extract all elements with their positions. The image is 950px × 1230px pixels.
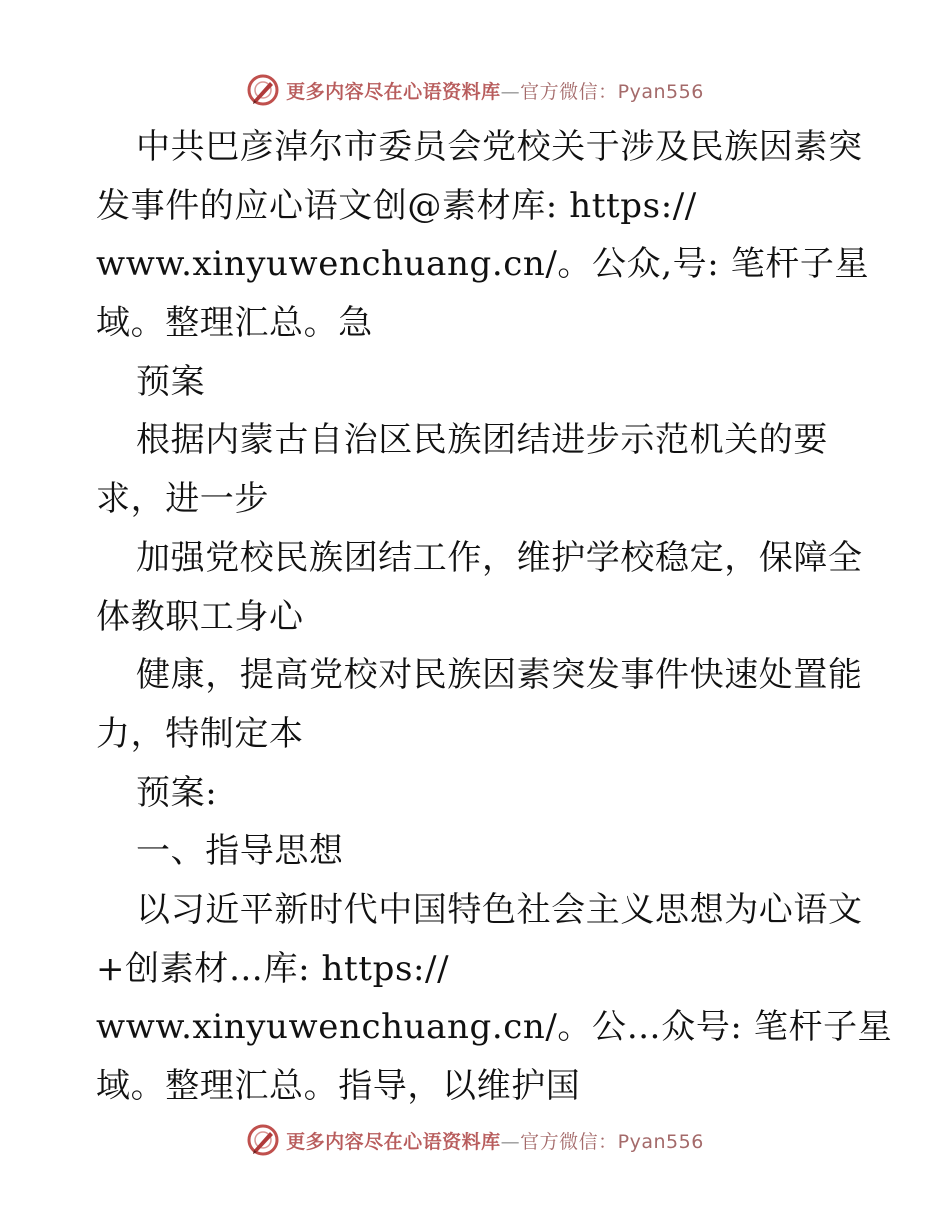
document-line: 健康，提高党校对民族因素突发事件快速处置能 <box>136 655 863 696</box>
document-line: 中共巴彦淖尔市委员会党校关于涉及民族因素突 <box>136 127 863 167</box>
footer-banner-text <box>286 1127 704 1154</box>
footer-separator: — <box>500 1130 521 1153</box>
header-banner <box>0 70 950 110</box>
header-wechat-text: 官方微信：Pyan556 <box>520 80 704 103</box>
header-promo-text: 更多内容尽在心语资料库 <box>286 80 501 103</box>
document-line: 一、指导思想 <box>136 831 344 872</box>
document-line: 根据内蒙古自治区民族团结进步示范机关的要 <box>136 420 828 461</box>
footer-banner <box>0 1120 950 1160</box>
document-line: 域。整理汇总。指导，以维护国 <box>96 1066 581 1106</box>
document-line: 以习近平新时代中国特色社会主义思想为心语文 <box>136 889 863 930</box>
document-line: 预案 <box>136 361 206 402</box>
header-banner-text <box>286 77 704 104</box>
document-line: www.xinyuwenchuang.cn/。公…众号: 笔杆子星 <box>96 1007 893 1048</box>
document-body <box>96 118 893 1116</box>
pen-circle-logo-icon <box>246 1123 280 1157</box>
footer-promo-text: 更多内容尽在心语资料库 <box>286 1130 501 1153</box>
document-line: www.xinyuwenchuang.cn/。公众,号: 笔杆子星 <box>96 244 870 285</box>
document-line: 体教职工身心 <box>96 596 304 637</box>
header-separator: — <box>500 80 521 103</box>
document-line: 域。整理汇总。急 <box>96 303 373 344</box>
footer-wechat-text: 官方微信：Pyan556 <box>520 1130 704 1153</box>
document-line: 求，进一步 <box>96 479 269 520</box>
document-line: 发事件的应心语文创@素材库: https:// <box>96 185 697 226</box>
document-line: 预案: <box>136 772 218 813</box>
document-line: +创素材…库: https:// <box>96 948 450 989</box>
pen-circle-logo-icon <box>246 73 280 107</box>
document-line: 加强党校民族团结工作，维护学校稳定，保障全 <box>136 537 863 578</box>
document-line: 力，特制定本 <box>96 713 304 754</box>
